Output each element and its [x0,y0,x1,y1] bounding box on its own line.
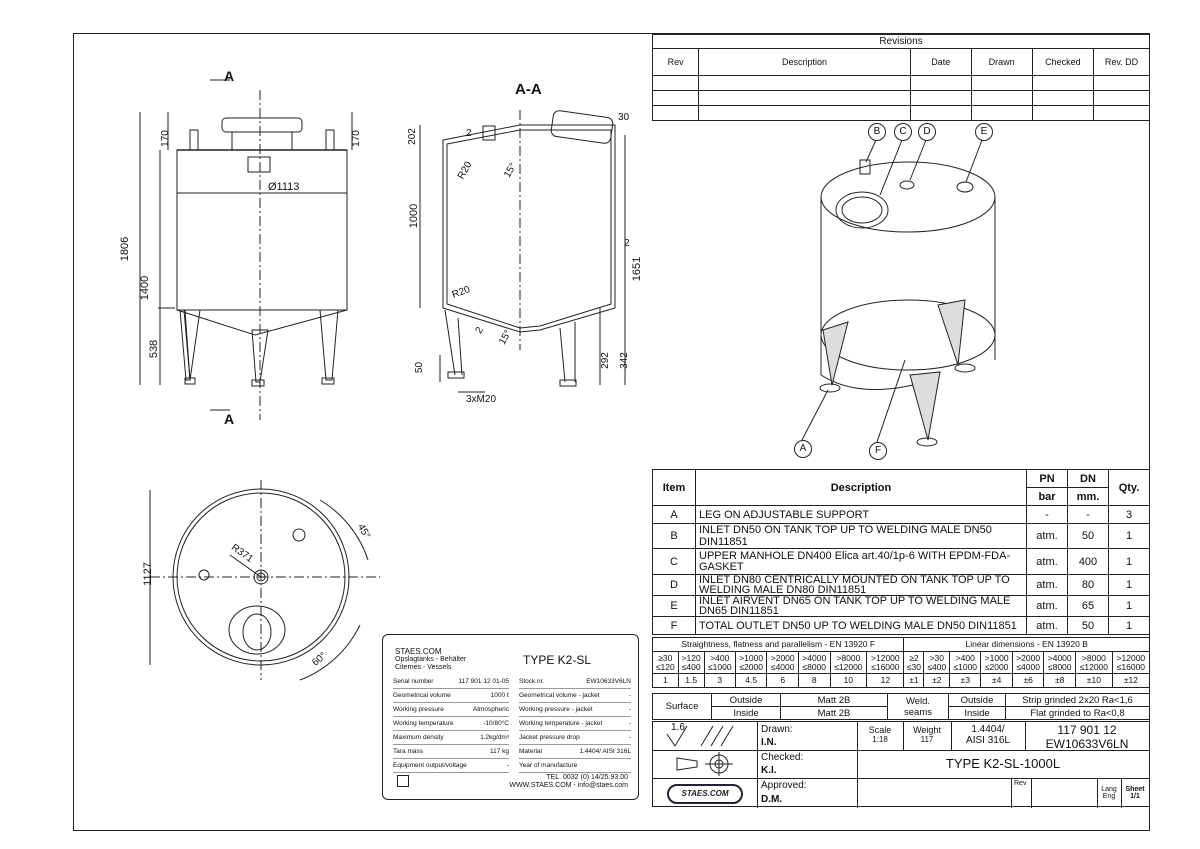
dim-label: 202 [406,128,418,145]
nameplate-tel: TEL. 0032 (0) 14/25.93.00 [546,774,628,781]
material-line-1: 1.4404/ [971,724,1005,735]
items-header-dn: DN [1068,470,1109,488]
sheet-cell [1121,778,1149,808]
value-cell: ±10 [1075,674,1112,688]
revisions-title: Revisions [653,35,1150,49]
nameplate-row [393,675,509,689]
empty-cell [857,778,1012,808]
tolerance-table [652,637,1150,688]
scale-label: Scale [868,725,892,735]
value-cell: ±6 [1012,674,1044,688]
dim-label: 2 [624,238,630,249]
range-cell: >30 ≤400 [924,652,950,674]
row-pn: atm. [1027,575,1068,596]
nameplate-label: Material [519,748,543,755]
table-row [653,596,1150,617]
dim-label: 1400 [139,275,152,301]
roughness-symbol [653,722,758,751]
value-cell: ±4 [981,674,1013,688]
nameplate-row [519,759,631,773]
nameplate-label: Equipment output/voltage [393,762,467,769]
surface-outside-label: Outside [712,694,781,707]
dim-label: 60° [310,650,329,669]
nameplate-label: Tara mass [393,748,423,755]
approved-cell [757,778,858,808]
row-dn: 50 [1068,617,1109,635]
table-row [653,506,1150,524]
dim-label: 170 [159,130,171,147]
rev-header: Drawn [971,49,1032,76]
lang-value: Eng [1102,793,1116,800]
tolerance-values [653,674,1150,688]
nameplate-value: - [628,720,631,727]
table-row [653,575,1150,596]
items-header-item: Item [653,470,696,506]
drawing-title-cell [857,750,1149,779]
row-pn: atm. [1027,596,1068,617]
range-cell: ≥30 ≤120 [653,652,679,674]
scale-cell [857,722,904,751]
nameplate-row [519,731,631,745]
value-cell: 3 [704,674,735,688]
ce-mark-icon [397,775,409,787]
value-cell: ±1 [904,674,924,688]
nameplate-row [393,703,509,717]
dim-label: R20 [450,284,472,301]
value-cell: ±2 [924,674,950,688]
drawing-number: 117 901 12 [1057,723,1117,737]
nameplate-label: Working pressure [393,706,444,713]
nameplate-label: Working pressure - jacket [519,706,593,713]
row-item: B [653,524,696,549]
dim-label: 342 [618,352,630,369]
section-view [420,110,625,392]
row-pn: atm. [1027,524,1068,549]
callout-e: E [975,123,993,141]
value-cell: 10 [830,674,867,688]
blank-cell [1031,778,1098,808]
section-title: A-A [515,81,542,98]
tolerance-right-title: Linear dimensions - EN 13920 B [904,638,1150,652]
value-cell: 6 [767,674,799,688]
value-cell: 12 [867,674,904,688]
row-dn: 50 [1068,524,1109,549]
value-cell: 8 [798,674,830,688]
rev-header: Rev [653,49,699,76]
range-cell: >120 ≤400 [678,652,704,674]
surface-inside-value: Matt 2B [781,707,888,720]
surface-label: Surface [653,694,712,720]
lang-label: Lang [1101,786,1117,793]
nameplate-type: TYPE K2-SL [523,653,592,667]
nameplate-row [393,717,509,731]
nameplate-row [519,745,631,759]
nameplate-row [519,689,631,703]
range-cell: >2000 ≤4000 [767,652,799,674]
range-cell: >4000 ≤8000 [798,652,830,674]
projection-symbol [653,750,758,779]
nameplate-row [393,745,509,759]
range-cell: >1000 ≤2000 [735,652,767,674]
row-description: UPPER MANHOLE DN400 Elica art.40/1p-6 WITH EPDM-FDA-GASKET [696,549,1027,575]
weld-outside-label: Outside [949,694,1006,707]
staes-logo [653,778,758,808]
nameplate-value: - [628,734,631,741]
nameplate-label: Maximum density [393,734,444,741]
nameplate-label: Serial number [393,678,434,685]
row-item: C [653,549,696,575]
nameplate-row [519,717,631,731]
row-pn: atm. [1027,617,1068,635]
row-item: E [653,596,696,617]
range-cell: >400 ≤1000 [704,652,735,674]
nameplate-label: Geometrical volume - jacket [519,692,600,699]
tolerance-left-title: Straightness, flatness and parallelism - EN 13920 F [653,638,904,652]
table-row [653,524,1150,549]
rev-header: Description [699,49,911,76]
checked-label: Checked: [761,752,804,763]
row-qty: 1 [1109,524,1150,549]
cut-label-bottom: A [224,411,235,427]
nameplate-label: Geometrical volume [393,692,451,699]
weld-outside-value: Strip grinded 2x20 Ra<1,6 [1006,694,1150,707]
row-description: INLET DN80 CENTRICALLY MOUNTED ON TANK TOP UP TO WELDING MALE DN80 DIN11851 [696,575,1027,596]
row-qty: 1 [1109,549,1150,575]
nameplate-value: 1.4404/ AISI 316L [579,748,631,755]
nameplate-value: Atmospheric [472,706,509,713]
range-cell: ≥2 ≤30 [904,652,924,674]
plan-view [150,480,380,680]
nameplate-label: Working temperature - jacket [519,720,603,727]
dim-label: 1806 [119,236,132,262]
row-dn: 400 [1068,549,1109,575]
dim-label: 1000 [408,203,421,229]
dim-label: R371 [229,542,255,565]
nameplate-label: Working temperature [393,720,454,727]
checked-value: K.I. [761,765,777,776]
weight-label: Weight [913,725,941,735]
value-cell: 1 [653,674,679,688]
nameplate-row [519,703,631,717]
nameplate-web: WWW.STAES.COM - info@staes.com [509,782,628,789]
nameplate-label: Stock nr. [519,678,545,685]
nameplate-value: EW10633V6LN [586,678,631,685]
range-cell: >4000 ≤8000 [1044,652,1076,674]
nameplate-value: 117 kg [489,748,509,755]
dim-label: 2 [473,325,486,336]
drawn-cell [757,722,858,751]
lang-cell [1097,778,1122,808]
isometric-view [802,140,995,446]
callout-f: F [869,442,887,460]
nameplate [382,634,639,800]
dim-label: 3xM20 [466,394,497,405]
row-description: TOTAL OUTLET DN50 UP TO WELDING MALE DN50 DIN11851 [696,617,1027,635]
dim-label: 15° [502,161,520,180]
dim-label: 1651 [631,256,644,282]
items-table [652,469,1150,635]
row-dn: 80 [1068,575,1109,596]
drawn-value: I.N. [761,737,777,748]
approved-value: D.M. [761,794,783,805]
nameplate-value: 117 901 12 01-05 [458,678,509,685]
front-view [140,80,352,420]
range-cell: >1000 ≤2000 [981,652,1013,674]
sheet-value: 1/1 [1130,793,1140,800]
table-row [653,617,1150,635]
callout-c: C [894,123,912,141]
title-block [652,721,1150,807]
rev-header: Date [910,49,971,76]
range-cell: >8000 ≤12000 [830,652,867,674]
nameplate-line-2: Opslagtanks - Behälter [395,656,467,663]
nameplate-row [519,675,631,689]
range-cell: >400 ≤1000 [950,652,981,674]
range-cell: >2000 ≤4000 [1012,652,1044,674]
roughness-value: 1.6 [671,722,685,733]
nameplate-right-col [519,675,631,773]
value-cell: 4.5 [735,674,767,688]
revisions-table [652,34,1150,121]
dim-label: 170 [350,130,362,147]
checked-cell [757,750,858,779]
nameplate-row [393,759,509,773]
range-cell: >12000 ≤16000 [867,652,904,674]
value-cell: ±8 [1044,674,1076,688]
nameplate-value: 1.2kg/dm³ [480,734,509,741]
nameplate-value: 1000 ℓ [490,692,509,699]
surface-table [652,693,1150,720]
range-cell: >12000 ≤16000 [1112,652,1149,674]
dim-label: 292 [599,352,611,369]
nameplate-value: -10/80°C [483,720,509,727]
row-dn: - [1068,506,1109,524]
nameplate-value: - [506,762,509,769]
items-header-pn: PN [1027,470,1068,488]
value-cell: ±12 [1112,674,1149,688]
row-item: F [653,617,696,635]
dim-label: R20 [455,159,475,182]
drawing-code: EW10633V6LN [1045,737,1129,751]
drawn-label: Drawn: [761,724,793,735]
approved-label: Approved: [761,780,807,791]
row-pn: - [1027,506,1068,524]
logo-text: STAES.COM [667,784,743,804]
row-dn: 65 [1068,596,1109,617]
weight-cell [903,722,952,751]
material-cell [951,722,1026,751]
weight-value: 117 [920,735,934,744]
surface-outside-value: Matt 2B [781,694,888,707]
nameplate-value: - [628,692,631,699]
row-pn: atm. [1027,549,1068,575]
row-qty: 1 [1109,617,1150,635]
value-cell: ±3 [950,674,981,688]
tolerance-ranges [653,652,1150,674]
nameplate-left-col [393,675,509,773]
rev-label: Rev [1014,780,1027,787]
row-item: D [653,575,696,596]
weld-inside-value: Flat grinded to Ra<0,8 [1006,707,1150,720]
dim-label: Ø1113 [268,181,300,193]
row-description: INLET DN50 ON TANK TOP UP TO WELDING MALE DN50 DIN11851 [696,524,1027,549]
range-cell: >8000 ≤12000 [1075,652,1112,674]
material-line-2: AISI 316L [966,735,1010,746]
nameplate-line-3: Citernes - Vessels [395,664,452,671]
weld-inside-label: Inside [949,707,1006,720]
callout-d: D [918,123,936,141]
sheet-label: Sheet [1125,786,1145,793]
drawing-title: TYPE K2-SL-1000L [945,756,1061,771]
drawing-number-cell [1025,722,1149,751]
nameplate-value: - [628,706,631,713]
row-item: A [653,506,696,524]
dim-label: 1127 [141,562,154,586]
callout-b: B [868,123,886,141]
items-header-description: Description [696,470,1027,506]
surface-inside-label: Inside [712,707,781,720]
dim-label: 15° [497,328,515,347]
callout-a: A [794,440,812,458]
dim-label: 45° [355,522,373,541]
scale-value: 1:18 [872,735,888,744]
row-description: LEG ON ADJUSTABLE SUPPORT [696,506,1027,524]
nameplate-label: Year of manufacture [519,762,578,769]
items-header-pn-unit: bar [1027,488,1068,506]
dim-label: 50 [414,361,426,374]
row-qty: 1 [1109,575,1150,596]
nameplate-row [393,689,509,703]
row-qty: 3 [1109,506,1150,524]
rev-header: Checked [1032,49,1093,76]
table-row [653,549,1150,575]
value-cell: 1.5 [678,674,704,688]
dim-label: 538 [148,339,161,359]
items-header-dn-unit: mm. [1068,488,1109,506]
rev-header: Rev. DD [1094,49,1150,76]
row-qty: 1 [1109,596,1150,617]
dim-label: 30 [618,112,630,123]
cut-label-top: A [224,68,235,84]
nameplate-label: Jacket pressure drop [519,734,580,741]
rev-cell [1011,778,1032,808]
items-header-qty: Qty. [1109,470,1150,506]
row-description: INLET AIRVENT DN65 ON TANK TOP UP TO WELDING MALE DN65 DIN11851 [696,596,1027,617]
dim-label: 2 [466,128,472,139]
nameplate-row [393,731,509,745]
nameplate-company: STAES.COM [395,647,442,656]
weld-seams-label: Weld. seams [888,694,949,720]
